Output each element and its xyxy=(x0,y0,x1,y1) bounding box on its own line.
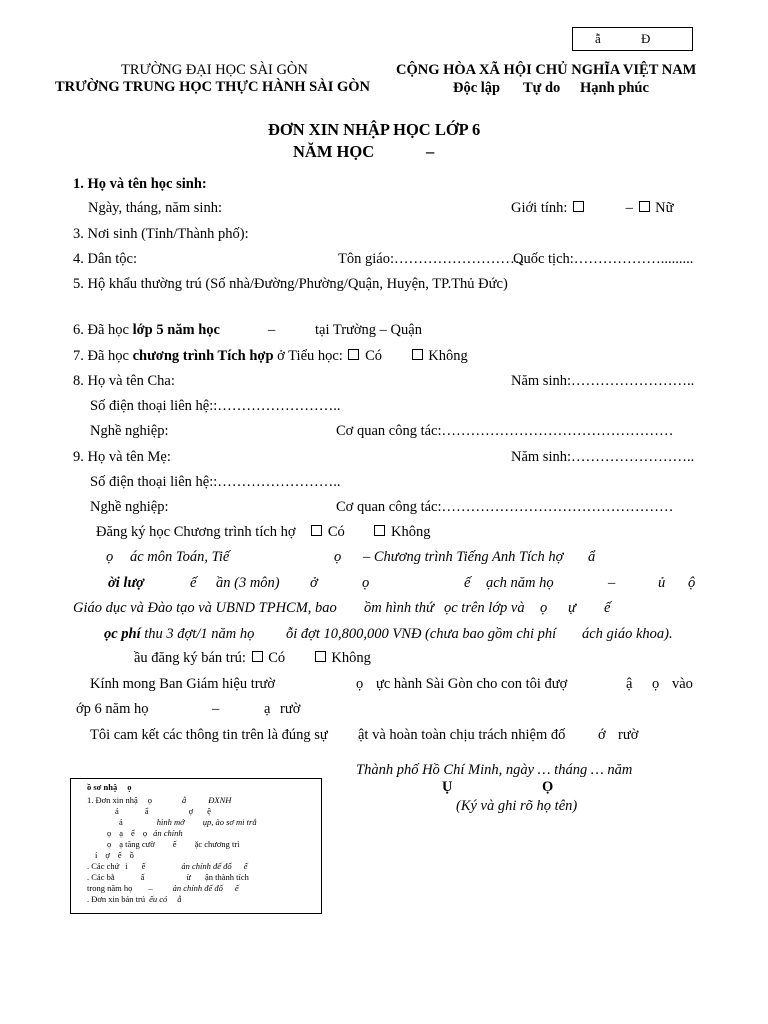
program-desc-3c: ần (3 môn) xyxy=(216,575,280,591)
grade5-dash: – xyxy=(268,322,276,338)
dossier-item-10: . Đơn xin bán trú ếu có ẫ xyxy=(87,894,182,904)
dossier-item-2: ả ẩ ợ ệ xyxy=(115,806,211,816)
dossier-item-4: ọ ạ ế ọ ản chính xyxy=(107,828,183,838)
program-yes-label: Có xyxy=(327,524,345,540)
closing-1e: ọ xyxy=(652,676,660,692)
closing-2c: ạ xyxy=(264,701,271,717)
grade5-field[interactable] xyxy=(73,322,220,339)
program-desc-2a: ọ xyxy=(106,549,114,565)
dob-field[interactable]: Ngày, tháng, năm sinh: xyxy=(88,200,222,216)
closing-2a: ớp 6 năm họ xyxy=(76,701,149,717)
integrated-label-b: chương trình Tích hợp xyxy=(132,348,274,364)
school-year-dash: – xyxy=(426,142,435,161)
program-desc-2d: – Chương trình Tiếng Anh Tích hợ xyxy=(363,549,564,565)
integrated-program-field xyxy=(73,348,468,365)
signer-role-a: Ụ xyxy=(442,779,453,795)
father-phone-field[interactable]: Số điện thoại liên hệ::…………………….. xyxy=(90,398,341,414)
dossier-title: ồ sơ nhậ ọ xyxy=(87,782,132,792)
form-title: ĐƠN XIN NHẬP HỌC LỚP 6 xyxy=(268,120,481,139)
grade5-label-a: 6. Đã học xyxy=(73,322,133,338)
closing-1b: ọ xyxy=(356,676,364,692)
mother-workplace-field[interactable]: Cơ quan công tác:………………………………………… xyxy=(336,499,674,515)
program-desc-3h: – xyxy=(608,575,616,591)
integrated-yes-label: Có xyxy=(365,348,383,364)
program-desc-4b: ồm hình thứ xyxy=(364,600,434,616)
closing-1d: ậ xyxy=(626,676,633,692)
program-desc-3e: ọ xyxy=(362,575,370,591)
closing-1a: Kính mong Ban Giám hiệu trườ xyxy=(90,676,276,692)
program-desc-3g: ạch năm họ xyxy=(486,575,554,591)
dossier-item-8: . Các bằ ấ ừ ận thành tích xyxy=(87,872,249,882)
program-register-label: Đăng ký học Chương trình tích hợ xyxy=(96,524,296,540)
mother-name-field[interactable]: 9. Họ và tên Mẹ: xyxy=(73,449,171,465)
gender-female-checkbox[interactable] xyxy=(639,201,650,212)
boarding-no-label: Không xyxy=(331,650,371,666)
program-register-row xyxy=(96,524,431,541)
boarding-yes-label: Có xyxy=(268,650,286,666)
mother-birth-year-field[interactable]: Năm sinh:…………………….. xyxy=(511,449,695,465)
mother-job-field[interactable]: Nghề nghiệp: xyxy=(90,499,169,515)
closing-2b: – xyxy=(212,701,220,717)
program-no-checkbox[interactable] xyxy=(374,525,385,536)
form-code-right: Đ xyxy=(641,31,651,46)
integrated-yes-checkbox[interactable] xyxy=(348,349,359,360)
place-date: Thành phố Hồ Chí Minh, ngày … tháng … năm xyxy=(356,762,633,778)
form-code-box xyxy=(572,27,693,51)
dossier-item-6: í ợ ế ồ xyxy=(95,850,134,860)
program-desc-3f: ế xyxy=(464,575,471,591)
program-yes-checkbox[interactable] xyxy=(311,525,322,536)
school-name-1: TRƯỜNG ĐẠI HỌC SÀI GÒN xyxy=(121,62,308,78)
mother-phone-field[interactable]: Số điện thoại liên hệ::…………………….. xyxy=(90,474,341,490)
closing-1f: vào xyxy=(672,676,693,692)
signer-role-b: Ọ xyxy=(542,779,554,795)
program-desc-4f: ế xyxy=(604,600,611,616)
gender-male-checkbox[interactable] xyxy=(573,201,584,212)
gender-female-label: Nữ xyxy=(655,200,674,216)
program-desc-2e: ẩ xyxy=(588,549,596,565)
signature-note: (Ký và ghi rõ họ tên) xyxy=(456,798,578,814)
fee-line xyxy=(104,626,254,643)
program-desc-2b: ác môn Toán, Tiế xyxy=(130,549,230,565)
dossier-item-3: ả hình mớ ụp, ào sơ mi trắ xyxy=(119,817,257,827)
program-desc-3a: ời lượ xyxy=(108,575,144,591)
closing-3b: ật và hoàn toàn chịu trách nhiệm đố xyxy=(358,727,566,743)
student-name-field[interactable]: 1. Họ và tên học sinh: xyxy=(73,176,207,192)
residence-field[interactable]: 5. Hộ khẩu thường trú (Số nhà/Đường/Phường/Quận, Huyện, TP.Thủ Đức) xyxy=(73,276,508,292)
dossier-checklist-box xyxy=(70,778,322,914)
nation-title: CỘNG HÒA XÃ HỘI CHỦ NGHĨA VIỆT NAM xyxy=(396,62,697,78)
program-desc-3d: ở xyxy=(310,575,318,591)
fee-text-c: ỗi đợt 10,800,000 VNĐ (chưa bao gồm chi phí xyxy=(286,626,557,642)
motto-2: Tự do xyxy=(523,80,561,96)
father-workplace-field[interactable]: Cơ quan công tác:………………………………………… xyxy=(336,423,674,439)
integrated-no-checkbox[interactable] xyxy=(412,349,423,360)
fee-label: ọc phí xyxy=(104,626,141,642)
integrated-label-c: ở Tiểu học: xyxy=(273,348,343,364)
gender-field xyxy=(511,200,674,217)
ethnicity-field[interactable]: 4. Dân tộc: xyxy=(73,251,138,267)
gender-dash: – xyxy=(625,200,633,216)
birthplace-field[interactable]: 3. Nơi sinh (Tỉnh/Thành phố): xyxy=(73,226,249,242)
dossier-item-7: . Các chứ i ế ản chính để đố ế xyxy=(87,861,248,871)
boarding-no-checkbox[interactable] xyxy=(315,651,326,662)
program-desc-4c: ọc trên lớp và xyxy=(444,600,525,616)
dossier-item-5: ọ ạ tăng cườ ế ặc chương trì xyxy=(107,839,240,849)
program-desc-4e: ự xyxy=(568,600,576,616)
fee-text-b: thu 3 đợt/1 năm họ xyxy=(140,626,255,642)
father-name-field[interactable]: 8. Họ và tên Cha: xyxy=(73,373,175,389)
integrated-no-label: Không xyxy=(428,348,468,364)
father-birth-year-field[interactable]: Năm sinh:…………………….. xyxy=(511,373,695,389)
closing-3d: rườ xyxy=(618,727,639,743)
program-desc-2c: ọ xyxy=(334,549,342,565)
school-name-2: TRƯỜNG TRUNG HỌC THỰC HÀNH SÀI GÒN xyxy=(55,79,370,95)
program-desc-3b: ế xyxy=(190,575,197,591)
grade5-label-b: lớp 5 năm học xyxy=(132,322,220,338)
fee-text-d: ách giáo khoa). xyxy=(582,626,673,642)
boarding-label: ầu đăng ký bán trú: xyxy=(134,650,246,666)
motto-1: Độc lập xyxy=(453,80,501,96)
boarding-row xyxy=(134,650,371,667)
closing-3c: ớ xyxy=(598,727,606,743)
motto-3: Hạnh phúc xyxy=(580,80,649,96)
father-job-field[interactable]: Nghề nghiệp: xyxy=(90,423,169,439)
program-desc-3i: ủ xyxy=(658,575,666,591)
grade5-school-label: tại Trường – Quận xyxy=(315,322,422,338)
nationality-field[interactable]: Quốc tịch:………………......... xyxy=(513,251,694,267)
program-desc-4a: Giáo dục và Đào tạo và UBND TPHCM, bao xyxy=(73,600,337,616)
boarding-yes-checkbox[interactable] xyxy=(252,651,263,662)
program-desc-4d: ọ xyxy=(540,600,548,616)
gender-label: Giới tính: xyxy=(511,200,568,216)
program-desc-3j: ộ xyxy=(688,575,696,591)
closing-2d: rườ xyxy=(280,701,301,717)
closing-1c: ực hành Sài Gòn cho con tôi đượ xyxy=(376,676,568,692)
school-year-label: NĂM HỌC xyxy=(293,142,375,161)
form-code-left: ẫ xyxy=(595,31,601,46)
integrated-label-a: 7. Đã học xyxy=(73,348,133,364)
closing-3a: Tôi cam kết các thông tin trên là đúng sự xyxy=(90,727,328,743)
dossier-item-9: trong năm họ – ản chính để đố ế xyxy=(87,883,239,893)
dossier-item-1: 1. Đơn xin nhậ ọ ẫ ĐXNH xyxy=(87,795,232,805)
program-no-label: Không xyxy=(391,524,431,540)
religion-field[interactable]: Tôn giáo:……………………… xyxy=(338,251,525,267)
